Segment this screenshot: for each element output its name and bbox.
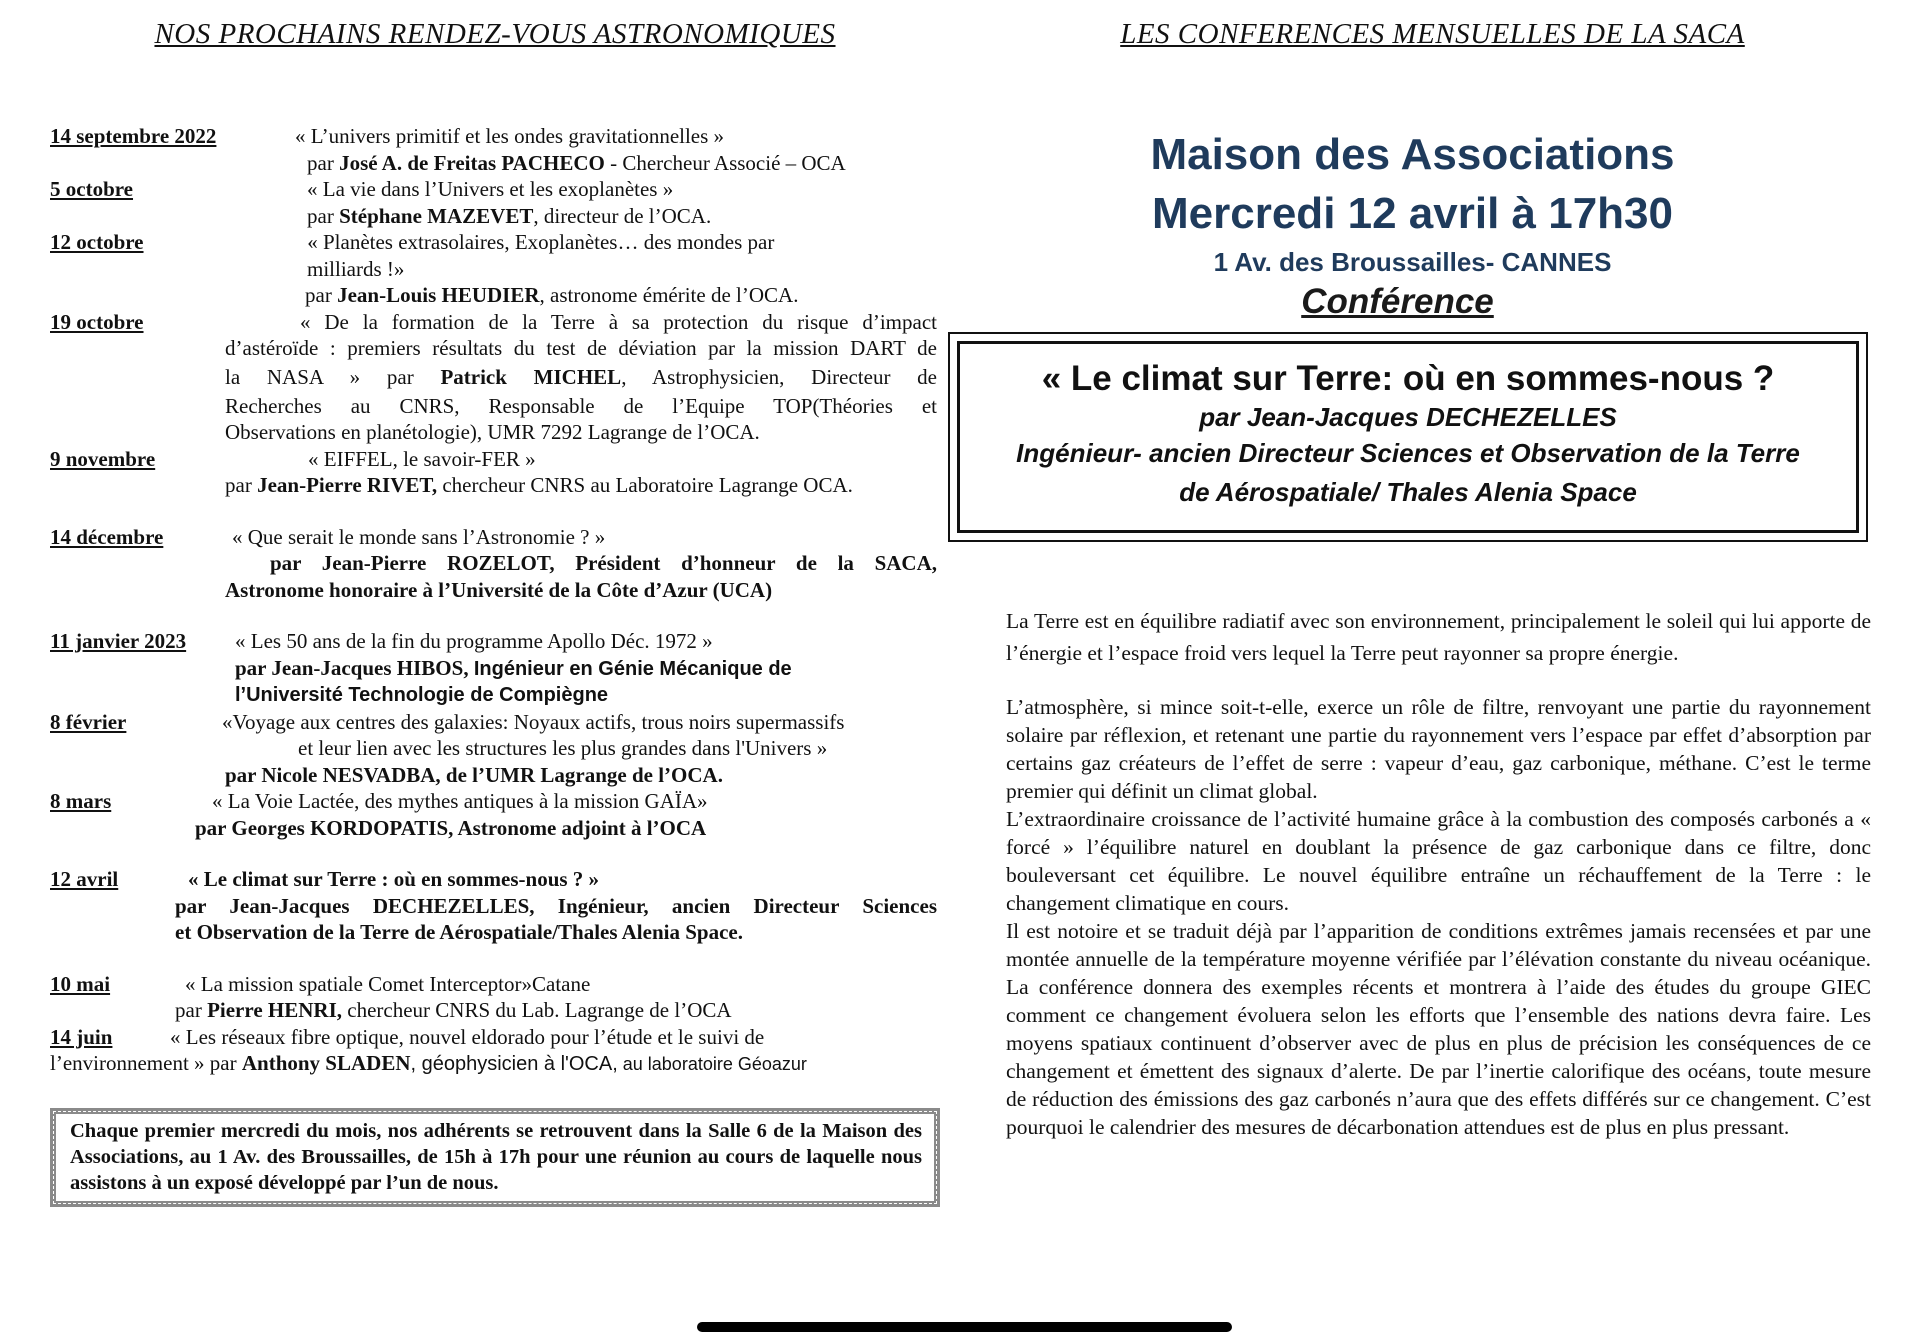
left-page: [50, 0, 940, 1207]
conference-title: « Le climat sur Terre: où en sommes-nous ?: [1041, 359, 1775, 398]
event-date: 14 décembre: [50, 524, 164, 549]
venue-date: Mercredi 12 avril à 17h30: [1152, 189, 1673, 238]
agenda-event: [50, 309, 940, 446]
event-speaker: Pierre HENRI,: [207, 998, 342, 1022]
event-speaker: par Jean-Jacques HIBOS,: [235, 655, 474, 680]
event-text: Observations en planétologie), UMR 7292 Lagrange de l’OCA.: [225, 420, 760, 444]
agenda-list: [50, 123, 940, 1078]
event-title: « La Voie Lactée, des mythes antiques à la mission GAÏA»: [212, 789, 708, 813]
right-page: [970, 0, 1895, 1139]
agenda-event: [50, 709, 940, 789]
event-date: 12 avril: [50, 867, 119, 891]
event-speaker: Patrick MICHEL: [440, 364, 622, 389]
event-date: 11 janvier 2023: [50, 629, 187, 653]
event-title: « La vie dans l’Univers et les exoplanètes »: [307, 177, 674, 201]
event-title-cont: milliards !»: [307, 256, 405, 281]
agenda-event: [50, 229, 940, 309]
agenda-event: [50, 123, 940, 176]
conference-label: Conférence: [1301, 282, 1494, 321]
event-text: Recherches au CNRS, Responsable de l’Equipe TOP(Théories et: [225, 393, 937, 418]
agenda-event: [50, 1024, 940, 1078]
venue-address: 1 Av. des Broussailles- CANNES: [1213, 247, 1612, 277]
event-date: 12 octobre: [50, 230, 144, 254]
event-role: - Chercheur Associé – OCA: [604, 150, 846, 175]
event-by: par: [175, 998, 208, 1022]
event-speaker: par Nicole NESVADBA, de l’UMR Lagrange de l’OCA.: [225, 762, 723, 787]
conference-box: [948, 332, 1868, 542]
event-by: par: [305, 283, 338, 307]
event-date: 8 mars: [50, 789, 112, 813]
event-title: « Les 50 ans de la fin du programme Apollo Déc. 1972 »: [235, 629, 713, 653]
agenda-event: [50, 788, 940, 841]
event-role: chercheur CNRS au Laboratoire Lagrange OCA.: [437, 473, 853, 497]
event-date: 14 septembre 2022: [50, 124, 217, 148]
event-date: 10 mai: [50, 971, 111, 996]
event-speaker: Jean-Louis HEUDIER: [337, 283, 540, 307]
description-paragraph: L’atmosphère, si mince soit-t-elle, exerce un rôle de filtre, renvoyant une partie du rayonnement solaire par réflexion, et retenant une partie du rayonnement vers l’espace par effet d’absorption par certains gaz créateurs de l’effet de serre : vapeur d’eau, gaz carbonique, méthane. C’est le terme premier qui définit un climat global.: [1006, 695, 1871, 803]
event-speaker: Jean-Pierre RIVET,: [257, 473, 438, 497]
event-date: 19 octobre: [50, 309, 144, 334]
event-text: la NASA » par: [225, 364, 441, 389]
event-speaker: Anthony SLADEN: [241, 1051, 411, 1075]
event-role: chercheur CNRS du Lab. Lagrange de l’OCA: [342, 998, 732, 1022]
event-title: « De la formation de la Terre à sa protection du risque d’impact: [300, 309, 937, 334]
description-paragraph: Il est notoire et se traduit déjà par l’apparition de conditions extrêmes jamais recensées et par une montée annuelle de la température moyenne vérifiée par l’élévation constante du niveau océanique. La conférence donnera des exemples récents et montrera à l’aide des études du groupe GIEC comment ce changement évoluera selon les efforts que l’ensemble des nations devra faire. Les moyens spatiaux continuent d’observer avec de plus en plus de précision les conséquences de ce changement et émettent des signaux d’alerte. De par l’inertie calorifique des océans, toute mesure de réduction des émissions des gaz carbonés n’aura que des effets différés sur ce changement. C’est pourquoi le calendrier des mesures de décarbonation attendues est de plus en plus pressant.: [1006, 919, 1871, 1139]
event-role: , astronome émérite de l’OCA.: [539, 283, 799, 307]
event-title: « La mission spatiale Comet Interceptor»Catane: [185, 971, 591, 996]
conferences-banner: LES CONFERENCES MENSUELLES DE LA SACA: [1120, 18, 1745, 50]
conference-box-inner: [957, 341, 1859, 533]
conference-speaker-company: de Aérospatiale/ Thales Alenia Space: [1179, 477, 1637, 507]
agenda-event: [50, 524, 940, 604]
event-title: « L’univers primitif et les ondes gravitationnelles »: [295, 124, 725, 148]
venue-name: Maison des Associations: [1150, 130, 1675, 179]
event-title-cont: et leur lien avec les structures les plus grandes dans l'Univers »: [298, 736, 828, 760]
event-text: l’environnement » par: [50, 1051, 242, 1075]
event-text: , Astrophysicien, Directeur de: [621, 364, 938, 389]
agenda-event: [50, 971, 940, 1024]
conference-speaker-role: Ingénieur- ancien Directeur Sciences et Observation de la Terre: [1016, 438, 1800, 468]
monthly-meeting-notice: Chaque premier mercredi du mois, nos adhérents se retrouvent dans la Salle 6 de la Maison des Associations, au 1 Av. des Broussailles, de 15h à 17h pour une réunion au cours de laquelle nous assistons à un exposé développé par l’un de nous.: [50, 1108, 940, 1207]
event-role: Ingénieur en Génie Mécanique de: [473, 657, 792, 680]
event-title: « Que serait le monde sans l’Astronomie ? »: [232, 524, 606, 549]
home-indicator[interactable]: [697, 1322, 1232, 1332]
event-date: 5 octobre: [50, 177, 134, 201]
event-speaker: par Georges KORDOPATIS, Astronome adjoint à l’OCA: [195, 815, 707, 840]
event-role: et Observation de la Terre de Aérospatiale/Thales Alenia Space.: [175, 920, 743, 944]
conference-speaker: par Jean-Jacques DECHEZELLES: [1199, 402, 1617, 432]
event-by: par: [307, 203, 340, 228]
event-role: l’Université Technologie de Compiègne: [235, 684, 609, 706]
description-paragraph: L’extraordinaire croissance de l’activité humaine grâce à la combustion des composés carbonés a « forcé » l’équilibre naturel en doublant la présence de gaz carbonique dans ce filtre, donc bouleversant cet équilibre. Le nouvel équilibre entraîne un réchauffement de la Terre : le changement climatique en cours.: [1006, 807, 1871, 915]
event-title: « Planètes extrasolaires, Exoplanètes… des mondes par: [302, 230, 775, 254]
event-speaker: Stéphane MAZEVET: [339, 203, 534, 228]
agenda-event: [50, 628, 940, 709]
event-speaker: par Jean-Jacques DECHEZELLES, Ingénieur, ancien Directeur Sciences: [175, 893, 937, 918]
conference-description: [1006, 605, 1871, 1141]
agenda-event: [50, 446, 940, 499]
event-by: par: [225, 473, 258, 497]
event-title: «Voyage aux centres des galaxies: Noyaux actifs, trous noirs supermassifs: [222, 709, 845, 734]
event-speaker: par Jean-Pierre ROZELOT, Président d’honneur de la SACA,: [270, 551, 937, 575]
event-date: 8 février: [50, 709, 127, 734]
event-title: « EIFFEL, le savoir-FER »: [308, 446, 536, 471]
event-date: 14 juin: [50, 1024, 113, 1049]
event-title: « Le climat sur Terre : où en sommes-nous ? »: [188, 867, 600, 891]
event-text: d’astéroïde : premiers résultats du test de déviation par la mission DART de: [225, 336, 937, 360]
agenda-event: [50, 866, 940, 946]
event-speaker: José A. de Freitas PACHECO: [339, 150, 605, 175]
agenda-event: [50, 176, 940, 229]
event-role: , directeur de l’OCA.: [533, 203, 712, 228]
description-paragraph: La Terre est en équilibre radiatif avec son environnement, principalement le soleil qui lui apporte de l’énergie et l’espace froid vers lequel la Terre peut rayonner sa propre énergie.: [1006, 609, 1871, 665]
event-role: Astronome honoraire à l’Université de la Côte d’Azur (UCA): [225, 577, 773, 602]
event-date: 9 novembre: [50, 446, 156, 471]
event-by: par: [307, 150, 340, 175]
event-role: au laboratoire Géoazur: [617, 1054, 807, 1074]
agenda-banner: NOS PROCHAINS RENDEZ-VOUS ASTRONOMIQUES: [154, 18, 836, 50]
event-role: , géophysicien à l'OCA,: [410, 1053, 618, 1075]
event-title: « Les réseaux fibre optique, nouvel eldorado pour l’étude et le suivi de: [170, 1024, 765, 1049]
